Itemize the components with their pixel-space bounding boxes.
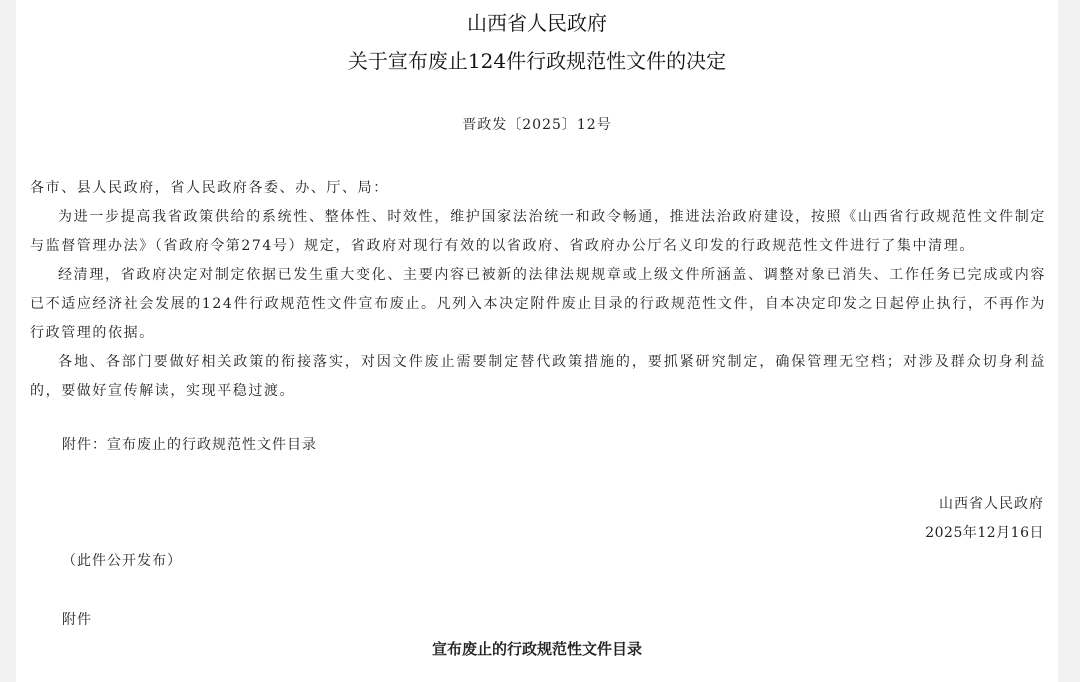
- document-body: [30, 174, 1046, 406]
- signature-organization: 山西省人民政府: [939, 496, 1044, 512]
- document-number: 晋政发〔2025〕12号: [462, 117, 612, 133]
- addressee: 各市、县人民政府，省人民政府各委、办、厅、局：: [30, 180, 389, 196]
- document-title-issuer: 山西省人民政府: [467, 11, 607, 35]
- paragraph-3: 各地、各部门要做好相关政策的衔接落实，对因文件废止需要制定替代政策措施的，要抓紧研究制定，确保管理无空档；对涉及群众切身利益的，要做好宣传解读，实现平稳过渡。: [30, 354, 1046, 399]
- paragraph-1: 为进一步提高我省政策供给的系统性、整体性、时效性，维护国家法治统一和政令畅通，推进法治政府建设，按照《山西省行政规范性文件制定与监督管理办法》（省政府令第274号）规定，省政府对现行有效的以省政府、省政府办公厅名义印发的行政规范性文件进行了集中清理。: [30, 209, 1046, 254]
- document-title: 关于宣布废止124件行政规范性文件的决定: [347, 49, 727, 73]
- annex-title: 宣布废止的行政规范性文件目录: [431, 640, 642, 658]
- publication-note: （此件公开发布）: [62, 553, 182, 569]
- document-page: [16, 0, 1058, 682]
- attachment-reference: 附件：宣布废止的行政规范性文件目录: [62, 437, 317, 453]
- annex-label: 附件: [62, 612, 92, 628]
- paragraph-2: 经清理，省政府决定对制定依据已发生重大变化、主要内容已被新的法律法规规章或上级文件所涵盖、调整对象已消失、工作任务已完成或内容已不适应经济社会发展的124件行政规范性文件宣布废止。凡列入本决定附件废止目录的行政规范性文件，自本决定印发之日起停止执行，不再作为行政管理的依据。: [30, 267, 1046, 341]
- signature-date: 2025年12月16日: [925, 525, 1044, 541]
